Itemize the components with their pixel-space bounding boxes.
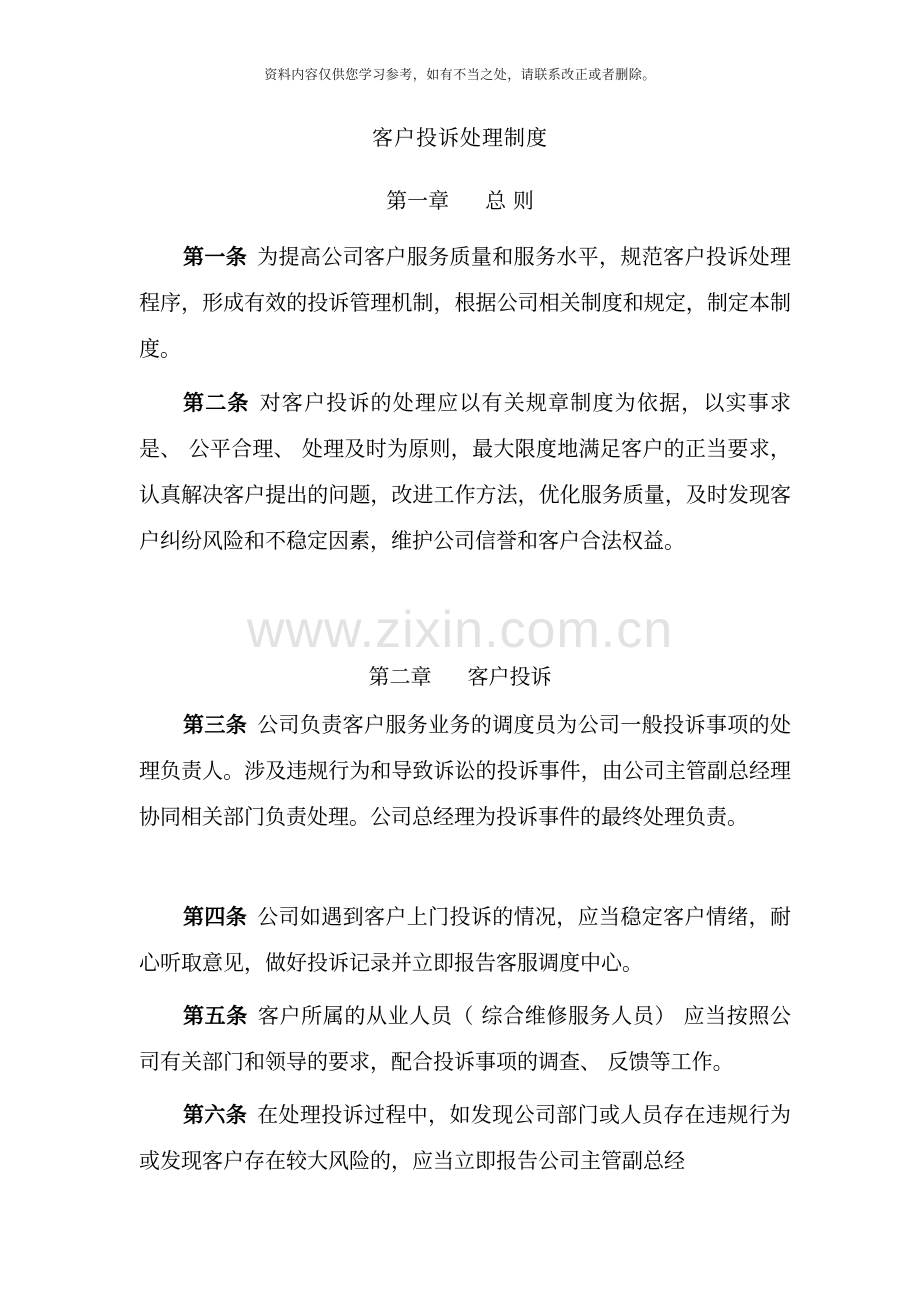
article-text: 公司负责客户服务业务的调度员为公司一般投诉事项的处理负责人。涉及违规行为和导致诉讼的投诉事件，由公司主管副总经理协同相关部门负责处理。公司总经理为投诉事件的最终处理负责。	[139, 713, 792, 829]
article-label: 第六条	[183, 1103, 248, 1127]
article-4	[139, 894, 791, 986]
article-5	[139, 993, 791, 1085]
article-text: 公司如遇到客户上门投诉的情况，应当稳定客户情绪，耐心听取意见，做好投诉记录并立即报告客服调度中心。	[139, 905, 792, 975]
article-1	[139, 234, 791, 372]
chapter-heading-2	[0, 661, 920, 691]
chapter-name: 客户投诉	[467, 665, 552, 689]
article-text: 客户所属的从业人员（ 综合维修服务人员） 应当按照公司有关部门和领导的要求，配合投诉事项的调查、 反馈等工作。	[139, 1004, 791, 1074]
article-text: 在处理投诉过程中，如发现公司部门或人员存在违规行为或发现客户存在较大风险的，应当立即报告公司主管副总经	[139, 1103, 792, 1173]
page-notice: 资料内容仅供您学习参考，如有不当之处，请联系改正或者删除。	[264, 68, 656, 83]
chapter-number: 第二章	[368, 665, 432, 689]
article-label: 第三条	[183, 713, 248, 737]
article-text: 对客户投诉的处理应以有关规章制度为依据，以实事求是、 公平合理、 处理及时为原则，最大限度地满足客户的正当要求，认真解决客户提出的问题，改进工作方法，优化服务质量，及时发现客户纠纷风险和不稳定因素，维护公司信誉和客户合法权益。	[139, 391, 791, 553]
watermark: www.zixin.com.cn	[246, 601, 674, 659]
article-label: 第五条	[183, 1004, 248, 1028]
article-label: 第一条	[183, 245, 248, 269]
article-6	[139, 1092, 791, 1184]
chapter-number: 第一章	[386, 189, 450, 213]
article-2	[139, 380, 791, 564]
document-title: 客户投诉处理制度	[372, 126, 548, 150]
article-label: 第四条	[183, 905, 248, 929]
article-label: 第二条	[183, 391, 250, 415]
article-text: 为提高公司客户服务质量和服务水平，规范客户投诉处理程序，形成有效的投诉管理机制，根据公司相关制度和规定，制定本制度。	[139, 245, 792, 361]
chapter-name: 总 则	[485, 189, 534, 213]
chapter-heading-1	[0, 185, 920, 215]
article-3	[139, 702, 791, 840]
